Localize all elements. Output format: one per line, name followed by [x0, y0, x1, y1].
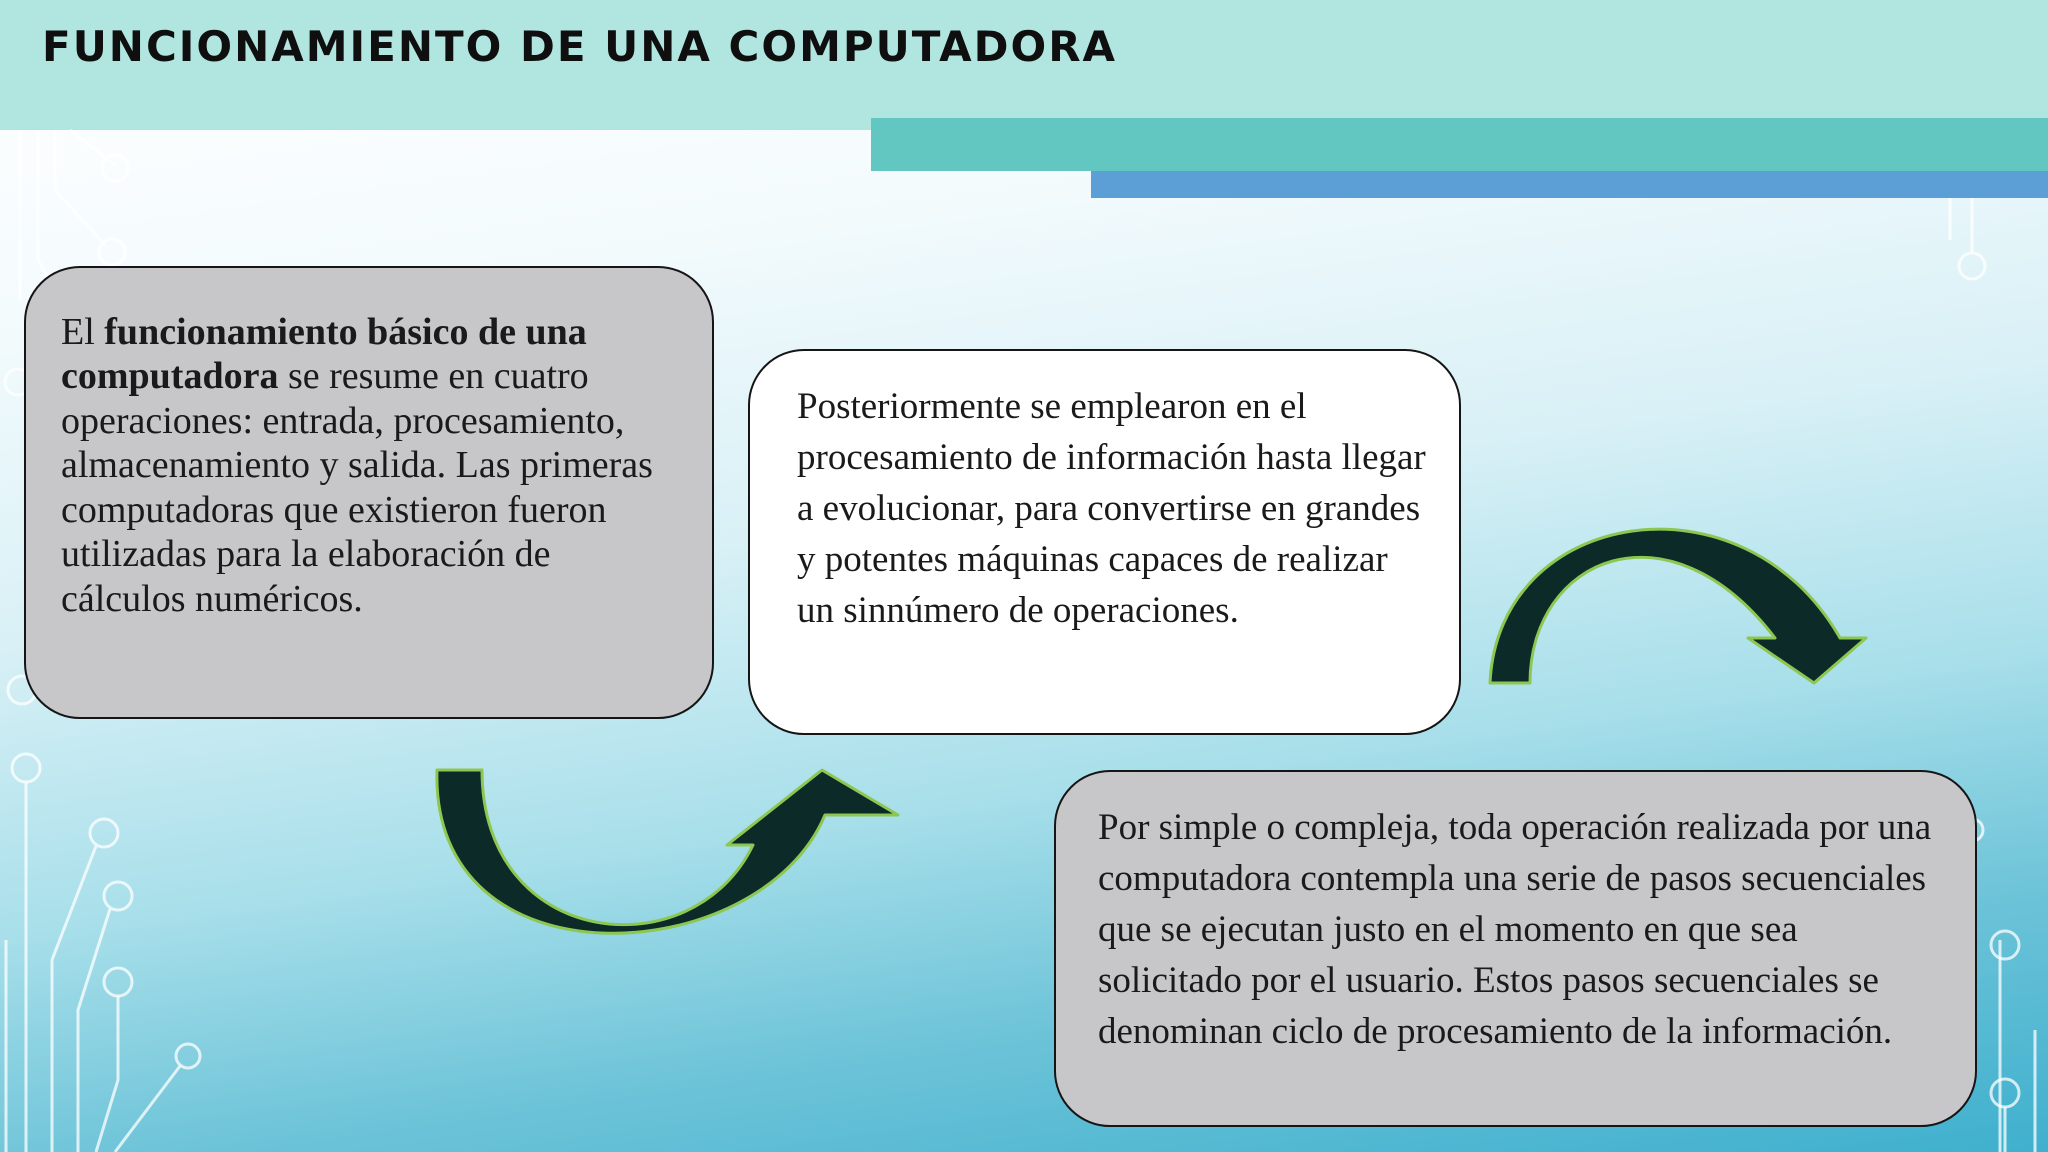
text-box-basic-operations — [24, 266, 714, 719]
accent-bar-blue — [1091, 171, 2048, 198]
box-2-paragraph: Posteriormente se emplearon en el procesamiento de información hasta llegar a evolucionar, para convertirse en grandes y potentes máquinas capaces de realizar un sinnúmero de operaciones. — [797, 386, 1426, 632]
box-1-text-start: El — [61, 311, 105, 353]
text-box-sequential-steps — [1054, 770, 1977, 1127]
box-1-text-end: se resume en cuatro operaciones: entrada, procesamiento, almacenamiento y salida. Las primeras computadoras que existieron fueron utilizadas para la elaboración de cálculos numéricos. — [61, 355, 653, 620]
accent-bar-teal — [871, 118, 2048, 171]
curved-arrow-down-icon — [1478, 508, 1878, 708]
slide-title: FUNCIONAMIENTO DE UNA COMPUTADORA — [42, 22, 1118, 71]
box-1-bold-term: funcionamiento básico de una computadora — [61, 311, 587, 398]
text-box-evolution — [748, 349, 1461, 735]
box-3-paragraph: Por simple o compleja, toda operación realizada por una computadora contempla una serie de pasos secuenciales que se ejecutan justo en el momento en que sea solicitado por el usuario. Estos pasos secuenciales se denominan ciclo de procesamiento de la información. — [1098, 807, 1932, 1053]
box-1-paragraph — [61, 310, 682, 621]
curved-arrow-up-icon — [430, 760, 910, 960]
